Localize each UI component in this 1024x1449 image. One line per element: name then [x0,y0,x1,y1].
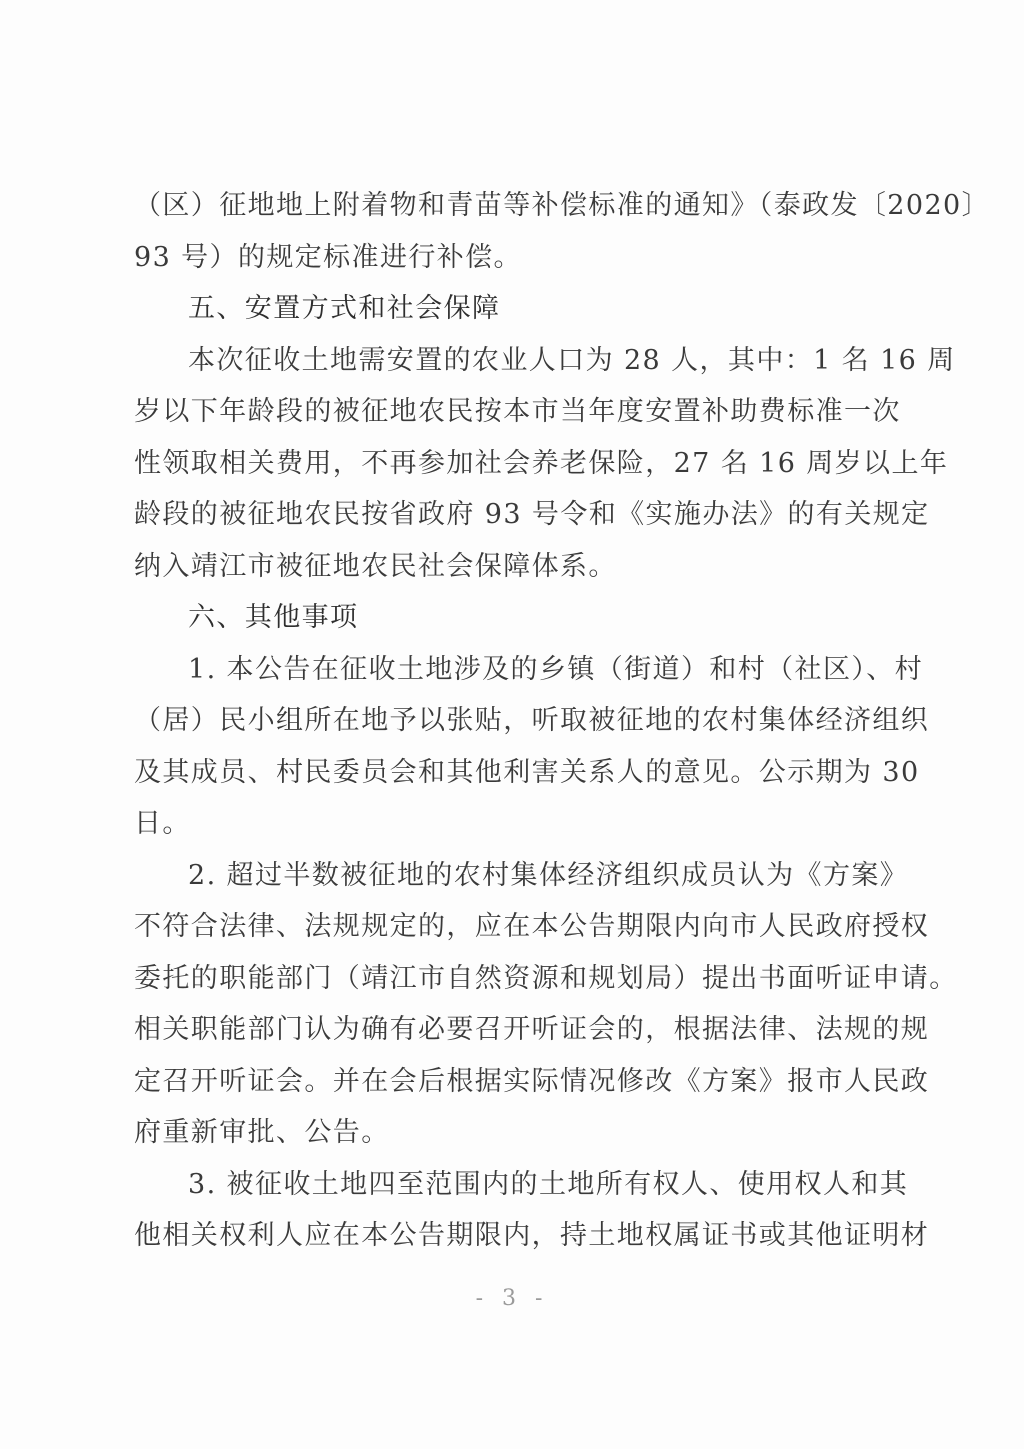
paragraph-line: （居）民小组所在地予以张贴，听取被征地的农村集体经济组织 [134,705,930,736]
document-body [134,180,991,1262]
paragraph-line: 93 号）的规定标准进行补偿。 [134,241,522,273]
paragraph-line: 相关职能部门认为确有必要召开听证会的，根据法律、法规的规 [134,1014,930,1045]
paragraph-line: 日。 [134,808,191,839]
paragraph-line: 3. 被征收土地四至范围内的土地所有权人、使用权人和其 [188,1168,909,1200]
paragraph-line: 性领取相关费用，不再参加社会养老保险，27 名 16 周岁以上年 [134,447,949,479]
paragraph-line: 定召开听证会。并在会后根据实际情况修改《方案》报市人民政 [134,1065,930,1097]
section-heading: 六、其他事项 [188,602,359,633]
paragraph-line: （区）征地地上附着物和青苗等补偿标准的通知》（泰政发〔2020〕 [134,190,991,221]
page-number: - 3 - [475,1286,549,1311]
section-heading: 五、安置方式和社会保障 [188,293,501,324]
paragraph-line: 本次征收土地需安置的农业人口为 28 人，其中：1 名 16 周 [188,344,956,376]
paragraph-line: 龄段的被征地农民按省政府 93 号令和《实施办法》的有关规定 [134,499,930,530]
paragraph-line: 府重新审批、公告。 [134,1117,390,1148]
paragraph-line: 及其成员、村民委员会和其他利害关系人的意见。公示期为 30 [134,756,920,788]
paragraph-line: 岁以下年龄段的被征地农民按本市当年度安置补助费标准一次 [134,396,901,427]
paragraph-line: 2. 超过半数被征地的农村集体经济组织成员认为《方案》 [188,859,909,891]
paragraph-line: 纳入靖江市被征地农民社会保障体系。 [134,550,617,582]
paragraph-line: 委托的职能部门（靖江市自然资源和规划局）提出书面听证申请。 [134,962,958,994]
paragraph-line: 他相关权利人应在本公告期限内，持土地权属证书或其他证明材 [134,1220,930,1251]
paragraph-line: 不符合法律、法规规定的，应在本公告期限内向市人民政府授权 [134,911,930,942]
paragraph-line: 1. 本公告在征收土地涉及的乡镇（街道）和村（社区）、村 [188,653,924,685]
